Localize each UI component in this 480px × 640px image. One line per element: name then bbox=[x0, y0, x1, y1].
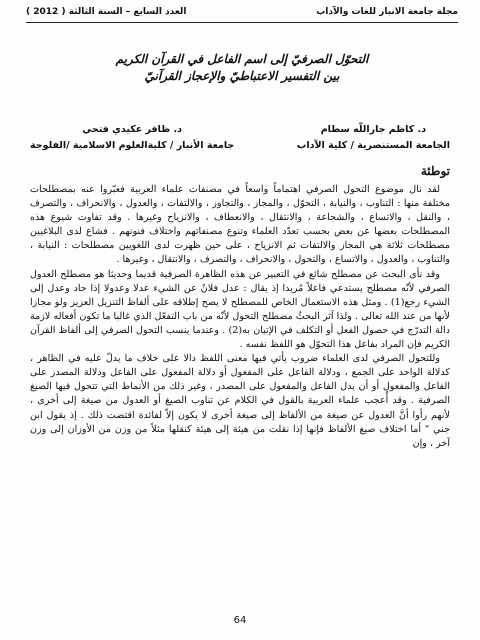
title-line-1: التحوّل الصرفيّ إلى اسم الفاعل في القرآن الكريم bbox=[115, 52, 369, 66]
title-line-2: بين التفسير الاعتباطيّ والإعجاز القرآنيّ bbox=[144, 69, 340, 83]
body-text bbox=[30, 183, 450, 451]
paragraph-2: وقد نأى البحث عن مصطلح شائع في التعبير عن هذه الظاهرة الصرفية قديما وحديثا هو مصطلح العدول الصرفي لأنّه مصطلح يستدعي فاعلاً مُريدا إذ يقال : عدل فلانٌ عن الشيء عدلا وعدولا إذا حاد وعدل إلى الشيء رجع(1) . ومثل هذه الاستعمال الخاص للمصطلح لا يصح إطلاقه على ألفاظ التنزيل العزيز ولو مجازا لأنها من عند الله تعالى . ولذا آثر البحثُ مصطلح التحول لأنّه من باب التفعّل الذي غالبا ما تكون أفعاله لازمة دالة التدرّج في حصول الفعل أو التكلف في الإتيان به(2) . وعندما ينسب التحول الصرفي إلى ألفاظ القرآن الكريم فإن المراد بفاعل هذا التحوّل هو اللفظ نفسه . bbox=[30, 268, 450, 351]
paragraph-1: لقد نال موضوع التحول الصرفي اهتماماً واسعاً في مصنفات علماء العربية فعبّروا عنه بمصطلحات مختلفة منها : التناوب ، والنيابة ، التحوّل ، والمجاز ، والتجاوز ، والالتفات ، والعدول ، والانحراف ، والتصرف ، والنقل ، والاتساع ، والشجاعة ، والانتقال ، والانعطاف ، والانزياح وغيرها . وقد تفاوت شيوع هذه المصطلحات بعضها عن بعض بحسب تعدّد العلماء وتنوع مصنفاتهم واختلاف فنونهم . فشاع لدى البلاغيين مصطلحات ثلاثة هي المجاز والالتفات ثم الانزياح ، على حين ظهرت لدى اللغويين مصطلحات : النيابة ، والتناوب ، والعدول ، والاتساع ، والتحول ، والانحراف ، والتصرف ، والانتقال ، وغيرها . bbox=[30, 184, 450, 266]
author-2 bbox=[30, 122, 234, 154]
author-1 bbox=[297, 122, 450, 154]
author-1-affiliation: الجامعة المستنصرية / كلية الآداب bbox=[296, 140, 450, 151]
page-number: 64 bbox=[233, 615, 247, 626]
paragraph-3: وللتحول الصرفي لدى العلماء ضروب يأتي فيها معنى اللفظ دالا على خلاف ما يدلّ عليه في الظاهر ، كدلالة الواحد على الجمع ، ودلالة الفاعل على المفعول أو دلالة المفعول على الفاعل ودلالة المصدر على الفاعل والمفعول أو أن يدل الفاعل والمفعول على المصدر ، وغير ذلك من الأنماط التي تتحول فيها الصيغ الصرفية . وقد أُعجب علماء العربية بالقول في الكلام عن تناوب الصيغ أو العدول من صيغة إلى أخرى ، لأنهم رأوا أنَّ العدول عن صيغة من الألفاظ إلى صيغة أخرى لا يكون إلاّ لفائدة اقتضت ذلك . إذ يقول ابن جني " أما اختلاف صيغ الألفاظ فإنها إذا نقلت من هيئة إلى هيئة كنقلها مثلاً من وزن من الأوزان إلى وزن آخر ، وإن bbox=[30, 353, 450, 449]
header-divider bbox=[26, 22, 458, 23]
paper-title bbox=[30, 51, 454, 85]
issue-info: العدد السابع – السنة الثالثة ( 2012 ) bbox=[26, 7, 187, 17]
journal-name: مجلة جامعة الانبار للغات والآداب bbox=[316, 7, 458, 17]
section-heading: توطئة bbox=[420, 164, 450, 178]
author-2-affiliation: جامعة الأنبار / كليةالعلوم الاسلامية /الفلوجة bbox=[30, 140, 235, 151]
running-header bbox=[26, 7, 458, 21]
author-1-name: د. كاظم جاراللّه سطام bbox=[320, 124, 427, 135]
author-2-name: د. ظافر عكيدي فتحي bbox=[82, 124, 182, 135]
author-block bbox=[30, 122, 450, 162]
